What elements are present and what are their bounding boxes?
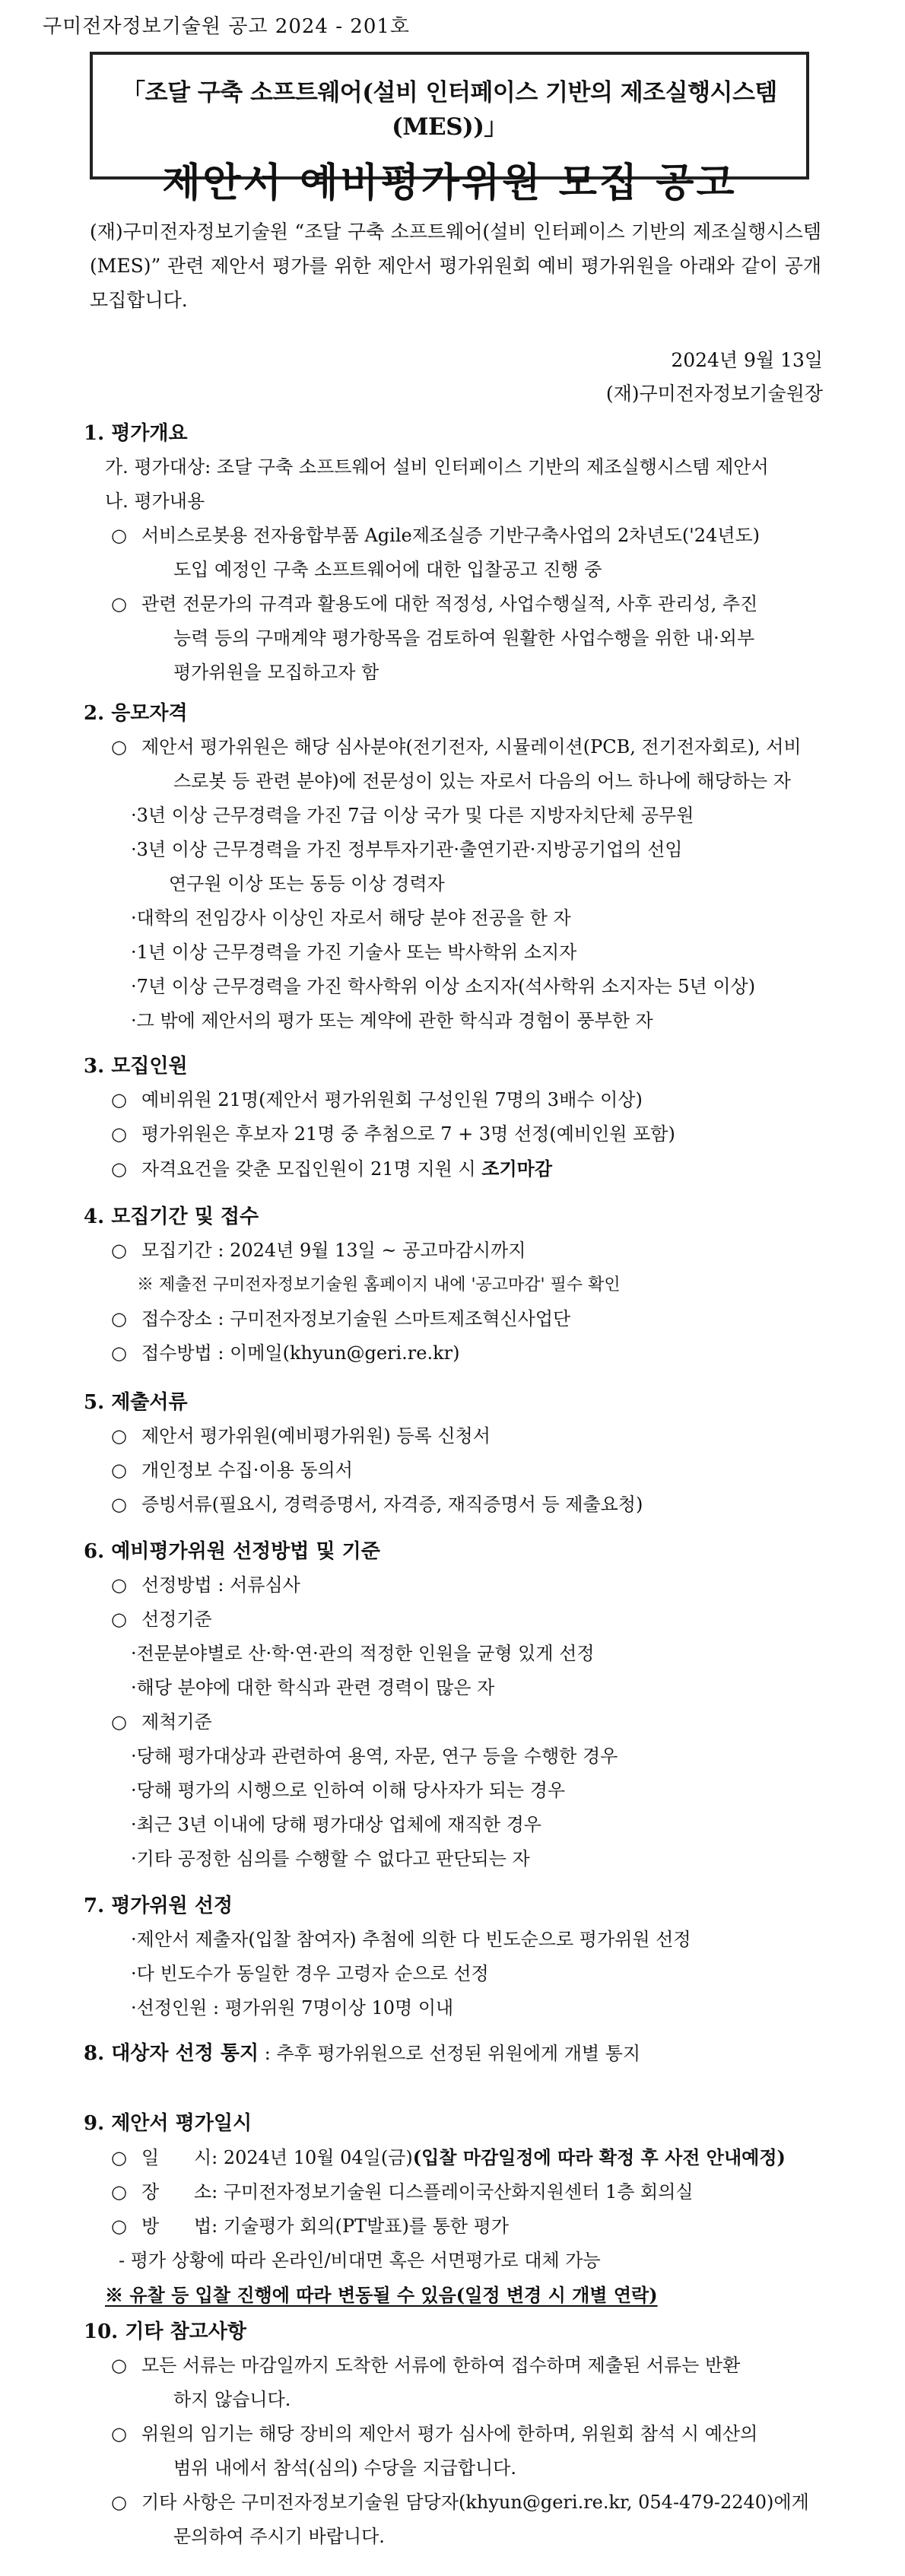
list-item: ·제안서 제출자(입찰 참여자) 추첨에 의한 다 빈도순으로 평가위원 선정 xyxy=(131,1929,691,1950)
circle-bullet-icon: ○ xyxy=(111,2215,127,2237)
section-title: 4. 모집기간 및 접수 xyxy=(84,1205,259,1228)
schedule-note: (입찰 마감일정에 따라 확정 후 사전 안내예정) xyxy=(412,2146,786,2168)
circle-bullet-icon: ○ xyxy=(111,1711,127,1733)
list-item: ○ 관련 전문가의 규격과 활용도에 대한 적정성, 사업수행실적, 사후 관리성, 추진 xyxy=(84,587,829,621)
circle-bullet-icon: ○ xyxy=(111,2181,127,2203)
circle-bullet-icon: ○ xyxy=(111,593,127,615)
section-overview xyxy=(84,417,829,690)
circle-bullet-icon: ○ xyxy=(111,736,127,758)
section-other xyxy=(84,2315,829,2554)
section-recruitment xyxy=(84,1050,829,1186)
list-item: ·대학의 전임강사 이상인 자로서 해당 분야 전공을 한 자 xyxy=(131,907,571,929)
list-item: ○ 선정방법 : 서류심사 xyxy=(84,1568,829,1602)
list-item: ○ 제안서 평가위원은 해당 심사분야(전기전자, 시뮬레이션(PCB, 전기전자회로), 서비 xyxy=(84,730,829,764)
section-notification xyxy=(84,2037,829,2071)
page-title: 제안서 예비평가위원 모집 공고 xyxy=(162,160,737,206)
issuer: (재)구미전자정보기술원장 xyxy=(605,383,823,405)
list-item: ○ 서비스로봇용 전자융합부품 Agile제조실증 기반구축사업의 2차년도('24년도) xyxy=(84,519,829,553)
list-item: 하지 않습니다. xyxy=(173,2389,291,2410)
list-item: ○ 방 법: 기술평가 회의(PT발표)를 통한 평가 xyxy=(84,2209,829,2244)
circle-bullet-icon: ○ xyxy=(111,1308,127,1329)
list-item: ·당해 평가대상과 관련하여 용역, 자문, 연구 등을 수행한 경우 xyxy=(131,1745,618,1767)
list-item: 도입 예정인 구축 소프트웨어에 대한 입찰공고 진행 중 xyxy=(173,559,602,580)
list-item: 나. 평가내용 xyxy=(105,491,205,512)
section-title: 9. 제안서 평가일시 xyxy=(84,2112,252,2135)
list-item: ○ 모집기간 : 2024년 9월 13일 ~ 공고마감시까지 xyxy=(84,1234,829,1268)
list-item: ○ 평가위원은 후보자 21명 중 추첨으로 7 + 3명 선정(예비인원 포함) xyxy=(84,1117,829,1151)
circle-bullet-icon: ○ xyxy=(111,1123,127,1145)
notification-text: : 추후 평가위원으로 선정된 위원에게 개별 통지 xyxy=(259,2043,641,2064)
note: ※ 제출전 구미전자정보기술원 홈페이지 내에 '공고마감' 필수 확인 xyxy=(137,1275,621,1294)
list-item: 문의하여 주시기 바랍니다. xyxy=(173,2526,385,2547)
issue-block xyxy=(606,344,823,411)
list-item: 가. 평가대상: 조달 구축 소프트웨어 설비 인터페이스 기반의 제조실행시스템 제안서 xyxy=(105,456,769,478)
circle-bullet-icon: ○ xyxy=(111,1494,127,1515)
section-title: 7. 평가위원 선정 xyxy=(84,1895,233,1917)
list-item: ·기타 공정한 심의를 수행할 수 없다고 판단되는 자 xyxy=(131,1848,530,1869)
section-title: 5. 제출서류 xyxy=(84,1391,188,1414)
section-title: 3. 모집인원 xyxy=(84,1055,188,1078)
section-documents xyxy=(84,1386,829,1522)
circle-bullet-icon: ○ xyxy=(111,1342,127,1364)
list-item: 능력 등의 구매계약 평가항목을 검토하여 원활한 사업수행을 위한 내·외부 xyxy=(173,627,755,649)
circle-bullet-icon: ○ xyxy=(111,1574,127,1596)
list-item: ○ 자격요건을 갖춘 모집인원이 21명 지원 시 조기마감 xyxy=(84,1151,829,1186)
list-item: 연구원 이상 또는 동등 이상 경력자 xyxy=(169,873,445,894)
list-item: ·선정인원 : 평가위원 7명이상 10명 이내 xyxy=(131,1997,454,2019)
list-item: ○ 일 시: 2024년 10월 04일(금)(입찰 마감일정에 따라 확정 후 사전 안내예정) xyxy=(84,2140,829,2175)
list-item: ○ 제척기준 xyxy=(84,1705,829,1739)
circle-bullet-icon: ○ xyxy=(111,2147,127,2168)
list-item: ○ 모든 서류는 마감일까지 도착한 서류에 한하여 접수하며 제출된 서류는 반환 xyxy=(84,2349,829,2383)
circle-bullet-icon: ○ xyxy=(111,2355,127,2376)
section-title: 1. 평가개요 xyxy=(84,422,188,445)
list-item: ·전문분야별로 산·학·연·관의 적정한 인원을 균형 있게 선정 xyxy=(131,1643,595,1664)
issue-date: 2024년 9월 13일 xyxy=(671,349,823,371)
circle-bullet-icon: ○ xyxy=(111,2423,127,2444)
title-box xyxy=(90,52,809,206)
list-item: ○ 위원의 임기는 해당 장비의 제안서 평가 심사에 한하며, 위원회 참석 시 예산의 xyxy=(84,2417,829,2451)
list-item: ·그 밖에 제안서의 평가 또는 계약에 관한 학식과 경험이 풍부한 자 xyxy=(131,1010,653,1031)
circle-bullet-icon: ○ xyxy=(111,1089,127,1110)
section-title: 6. 예비평가위원 선정방법 및 기준 xyxy=(84,1540,380,1563)
list-item: ·7년 이상 근무경력을 가진 학사학위 이상 소지자(석사학위 소지자는 5년 이상) xyxy=(131,976,756,997)
section-selection-criteria xyxy=(84,1535,829,1876)
list-item: ·최근 3년 이내에 당해 평가대상 업체에 재직한 경우 xyxy=(131,1814,541,1835)
list-item: ○ 기타 사항은 구미전자정보기술원 담당자(khyun@geri.re.kr, 054-479-2240)에게 xyxy=(84,2485,829,2520)
title-subtitle: 「조달 구축 소프트웨어(설비 인터페이스 기반의 제조실행시스템 (MES))」 xyxy=(122,79,777,141)
early-close-label: 조기마감 xyxy=(481,1158,553,1180)
list-item: 스로봇 등 관련 분야)에 전문성이 있는 자로서 다음의 어느 하나에 해당하는 자 xyxy=(173,770,791,792)
list-item: ○ 접수방법 : 이메일(khyun@geri.re.kr) xyxy=(84,1336,829,1371)
list-item: - 평가 상황에 따라 온라인/비대면 혹은 서면평가로 대체 가능 xyxy=(119,2250,601,2271)
list-item: ○ 증빙서류(필요시, 경력증명서, 자격증, 재직증명서 등 제출요청) xyxy=(84,1488,829,1522)
section-committee xyxy=(84,1889,829,2025)
circle-bullet-icon: ○ xyxy=(111,1609,127,1630)
warning-note: ※ 유찰 등 입찰 진행에 따라 변동될 수 있음(일정 변경 시 개별 연락) xyxy=(105,2284,658,2306)
circle-bullet-icon: ○ xyxy=(111,1158,127,1180)
list-item: ○ 예비위원 21명(제안서 평가위원회 구성인원 7명의 3배수 이상) xyxy=(84,1083,829,1117)
circle-bullet-icon: ○ xyxy=(111,2492,127,2513)
list-item: ○ 장 소: 구미전자정보기술원 디스플레이국산화지원센터 1층 회의실 xyxy=(84,2175,829,2209)
list-item: ○ 선정기준 xyxy=(84,1602,829,1637)
circle-bullet-icon: ○ xyxy=(111,1425,127,1447)
circle-bullet-icon: ○ xyxy=(111,1460,127,1481)
list-item: ·당해 평가의 시행으로 인하여 이해 당사자가 되는 경우 xyxy=(131,1780,566,1801)
list-item: ○ 개인정보 수집·이용 동의서 xyxy=(84,1453,829,1488)
section-title: 2. 응모자격 xyxy=(84,702,188,725)
section-title: 10. 기타 참고사항 xyxy=(84,2320,247,2343)
list-item: ·해당 분야에 대한 학식과 관련 경력이 많은 자 xyxy=(131,1677,495,1698)
list-item: ·다 빈도수가 동일한 경우 고령자 순으로 선정 xyxy=(131,1963,489,1984)
section-schedule xyxy=(84,2107,829,2312)
circle-bullet-icon: ○ xyxy=(111,525,127,546)
section-title: 8. 대상자 선정 통지 xyxy=(84,2042,259,2065)
list-item: ·3년 이상 근무경력을 가진 정부투자기관·출연기관·지방공기업의 선임 xyxy=(131,839,683,860)
section-period xyxy=(84,1200,829,1371)
list-item: ○ 제안서 평가위원(예비평가위원) 등록 신청서 xyxy=(84,1419,829,1453)
list-item: ○ 접수장소 : 구미전자정보기술원 스마트제조혁신사업단 xyxy=(84,1302,829,1336)
section-eligibility xyxy=(84,697,829,1038)
list-item: 평가위원을 모집하고자 함 xyxy=(173,662,379,683)
list-item: ·1년 이상 근무경력을 가진 기술사 또는 박사학위 소지자 xyxy=(131,942,577,963)
list-item: 범위 내에서 참석(심의) 수당을 지급합니다. xyxy=(173,2457,516,2479)
intro-paragraph: (재)구미전자정보기술원 “조달 구축 소프트웨어(설비 인터페이스 기반의 제조실행시스템 (MES)” 관련 제안서 평가를 위한 제안서 평가위원회 예비 평가위원을 아래와 같이 공개 모집합니다. xyxy=(90,221,821,311)
list-item: ·3년 이상 근무경력을 가진 7급 이상 국가 및 다른 지방자치단체 공무원 xyxy=(131,805,694,826)
notice-number: 구미전자정보기술원 공고 2024 - 201호 xyxy=(43,15,411,38)
circle-bullet-icon: ○ xyxy=(111,1240,127,1261)
